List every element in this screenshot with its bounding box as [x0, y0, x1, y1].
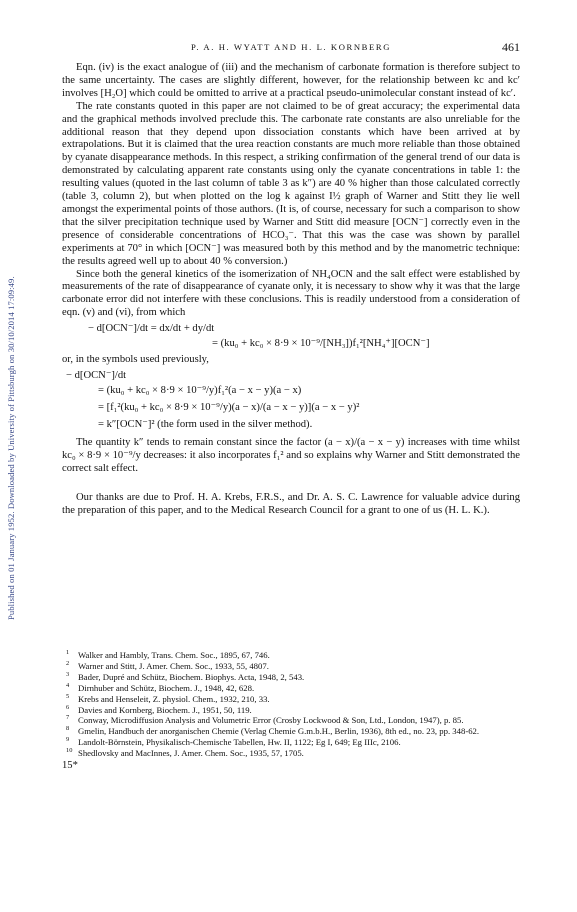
body-text [62, 62, 520, 518]
running-header [62, 42, 520, 56]
equation-1: − d[OCN⁻]/dt = dx/dt + dy/dt [88, 323, 215, 335]
references-list [62, 650, 520, 772]
paragraph-2: The rate constants quoted in this paper are not claimed to be of great accuracy; the experimental data and the graphical methods involved preclude this. The carbonate rate constants are also unreliable for the additional reason that they depend upon dissociation constants which have been arrived at by extrapolations. But it is claimed that the urea reaction constants are much more reliable than those obtained by cyanate disappearance methods. In this respect, a striking confirmation of the general trend of our data is demonstrated by calculating apparent rate constants using only the cyanate concentrations in table 1: the resulting values (quoted in the last column of table 3 as k″) are 40 % higher than those calculated correctly (table 3, column 2), but when plotted on the log k against I½ graph of Warner and Stitt they lie well amongst the experimental points of those authors. (It is, of course, necessary for such a comparison to show that the silver precipitation technique used by Warner and Stitt did measure [OCN⁻] correctly even in the presence of considerable concentrations of HCO₃⁻. That this was the case was shown by parallel experiments at 70° in which [OCN⁻] was measured both by this method and by the manometric technique: the results agreed well up to about 40 % conversion.) [62, 100, 520, 267]
reference-item: 1 Walker and Hambly, Trans. Chem. Soc., 1895, 67, 746. [66, 649, 270, 660]
reference-item: 5 Krebs and Henseleit, Z. physiol. Chem., 1932, 210, 33. [66, 692, 270, 704]
footer-mark: 15* [62, 760, 78, 772]
reference-item: 7 Conway, Microdiffusion Analysis and Volumetric Error (Crosby Lockwood & Son, Ltd., London, 1947), p. 85. [66, 714, 464, 726]
equation-4: = (ku₀ + kc₀ × 8·9 × 10⁻⁹/y)f₁²(a − x − y)(a − x) [98, 384, 302, 396]
page-number: 461 [502, 40, 520, 54]
sidebar-publication-note [6, 60, 20, 620]
reference-item: 3 Bader, Dupré and Schütz, Biochem. Biophys. Acta, 1948, 2, 543. [66, 670, 305, 682]
equation-5: = [f₁²(ku₀ + kc₀ × 8·9 × 10⁻⁹/y)(a − x)/(a − x − y)](a − x − y)² [98, 401, 360, 413]
reference-item: 4 Dirnhuber and Schütz, Biochem. J., 1948, 42, 628. [66, 681, 255, 693]
reference-item: 10 Shedlovsky and MacInnes, J. Amer. Chem. Soc., 1935, 57, 1705. [66, 747, 304, 759]
equation-3: − d[OCN⁻]/dt [66, 369, 127, 381]
acknowledgements: Our thanks are due to Prof. H. A. Krebs, F.R.S., and Dr. A. S. C. Lawrence for valuable advice during the preparation of this paper, and to the Medical Research Council for a grant to one of us (H. L. K.). [62, 492, 520, 517]
reference-item: 8 Gmelin, Handbuch der anorganischen Chemie (Verlag Chemie G.m.b.H., Berlin, 1936), 8th ed., no. 23, pp. 348-62. [66, 725, 480, 737]
equation-2: = (ku₀ + kc₀ × 8·9 × 10⁻⁹/[NH₃])f₁²[NH₄⁺][OCN⁻] [212, 338, 430, 350]
reference-item: 2 Warner and Stitt, J. Amer. Chem. Soc., 1933, 55, 4807. [66, 659, 269, 671]
or-line: or, in the symbols used previously, [62, 353, 209, 365]
reference-item: 6 Davies and Kornberg, Biochem. J., 1951, 50, 119. [66, 703, 252, 715]
paragraph-4: The quantity k″ tends to remain constant since the factor (a − x)/(a − x − y) increases with time whilst kc₀ × 8·9 × 10⁻⁹/y decreases: it also incorporates f₁² and so explains why Warner and Stitt demonstrated the correct salt effect. [62, 437, 520, 475]
header-authors: P. A. H. WYATT AND H. L. KORNBERG [190, 42, 392, 52]
sidebar-text: Published on 01 January 1952. Downloaded by University of Pittsburgh on 30/10/2014 17:09:49. [6, 276, 16, 620]
paragraph-3: Since both the general kinetics of the isomerization of NH₄OCN and the salt effect were established by measurements of the rate of disappearance of cyanate only, it is necessary to show why it was that the large carbonate error did not interfere with these conclusions. This is readily understood from a consideration of eqn. (v) and (vi), from which [62, 268, 520, 319]
paragraph-1: Eqn. (iv) is the exact analogue of (iii) and the mechanism of carbonate formation is therefore subject to the same uncertainty. The cases are slightly different, however, for the relationship between kc and kc′ involves [H₂O] which could be omitted to arrive at a practical pseudo-unimolecular constant instead of kc′. [62, 62, 520, 99]
equation-6: = k″[OCN⁻]² (the form used in the silver method). [98, 418, 313, 430]
reference-item: 9 Landolt-Börnstein, Physikalisch-Chemische Tabellen, Hw. II, 1122; Eg I, 649; Eg IIIc, 2106. [66, 736, 401, 748]
